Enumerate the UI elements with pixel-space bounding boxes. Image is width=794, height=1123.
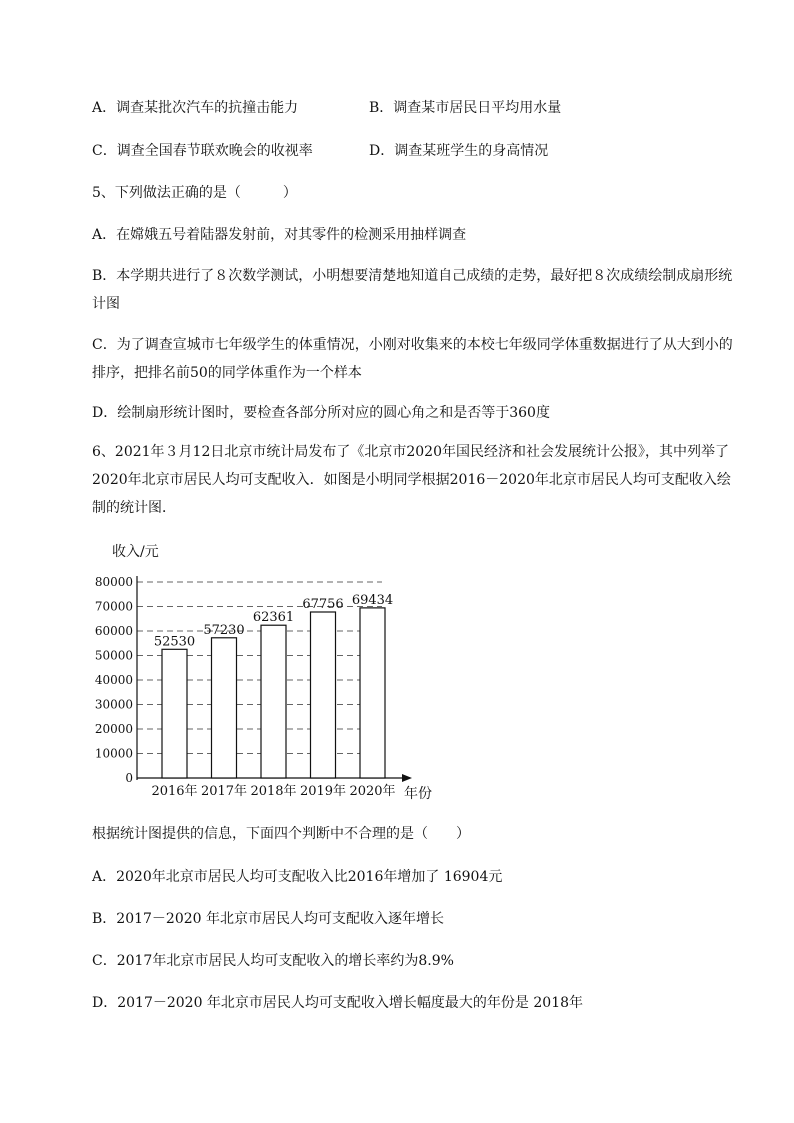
- y-tick-label: 80000: [94, 575, 133, 589]
- q4-option-d: D．调查某班学生的身高情况: [369, 143, 549, 159]
- bar: [360, 608, 385, 778]
- q5-option-d: D．绘制扇形统计图时，要检查各部分所对应的圆心角之和是否等于360度: [92, 405, 550, 421]
- y-tick-label: 50000: [94, 648, 133, 663]
- income-bar-chart: [92, 536, 452, 806]
- data-label: 57230: [203, 622, 245, 638]
- q6-option-c: C．2017年北京市居民人均可支配收入的增长率约为8.9%: [92, 953, 454, 969]
- data-label: 62361: [252, 610, 295, 626]
- q6-question: 根据统计图提供的信息，下面四个判断中不合理的是（ ）: [92, 826, 470, 842]
- y-tick-label: 20000: [94, 722, 133, 736]
- x-tick-label: 2018年: [250, 784, 297, 799]
- data-label: 67756: [302, 596, 344, 612]
- q6-option-d: D．2017－2020 年北京市居民人均可支配收入增长幅度最大的年份是 2018年: [92, 995, 584, 1011]
- data-label: 69434: [351, 592, 394, 608]
- bar: [311, 612, 336, 778]
- x-tick-label: 2017年: [200, 784, 248, 799]
- q4-option-b: B．调查某市居民日平均用水量: [369, 100, 562, 116]
- bar: [261, 625, 286, 778]
- x-tick-label: 2020年: [349, 784, 396, 799]
- y-tick-label: 60000: [94, 624, 133, 638]
- q4-option-a: A．调查某批次汽车的抗撞击能力: [92, 100, 299, 116]
- bar: [212, 638, 237, 778]
- x-axis-arrow: [402, 774, 412, 782]
- data-label: 52530: [153, 634, 196, 650]
- y-tick-label: 40000: [94, 673, 133, 687]
- q6-option-b: B．2017－2020 年北京市居民人均可支配收入逐年增长: [92, 911, 444, 927]
- y-tick-label: 10000: [94, 746, 133, 761]
- q5-option-b: B．本学期共进行了８次数学测试，小明想要清楚地知道自己成绩的走势，最好把８次成绩绘制成扇形统计图: [92, 268, 733, 312]
- y-tick-label: 70000: [94, 599, 133, 614]
- q6-stem: 6、2021年３月12日北京市统计局发布了《北京市2020年国民经济和社会发展统计公报》，其中列举了2020年北京市居民人均可支配收入．如图是小明同学根据2016－2020年北京市居民人均可支配收入绘制的统计图．: [92, 444, 731, 516]
- q5-stem: 5、下列做法正确的是（ ）: [92, 185, 297, 201]
- bar: [162, 649, 187, 778]
- q5-option-c: C．为了调查宣城市七年级学生的体重情况，小刚对收集来的本校七年级同学体重数据进行了从大到小的排序，把排名前50的同学体重作为一个样本: [92, 337, 733, 381]
- x-tick-label: 2016年: [151, 784, 198, 799]
- q6-option-a: A．2020年北京市居民人均可支配收入比2016年增加了 16904元: [92, 869, 503, 885]
- y-tick-label: 0: [125, 771, 133, 785]
- q5-option-a: A．在嫦娥五号着陆器发射前，对其零件的检测采用抽样调查: [92, 227, 467, 243]
- x-tick-label: 2019年: [299, 784, 347, 799]
- y-tick-label: 30000: [94, 697, 133, 712]
- x-axis-label: 年份: [404, 786, 432, 802]
- y-axis-label: 收入/元: [112, 544, 159, 560]
- q4-option-c: C．调查全国春节联欢晚会的收视率: [92, 143, 313, 159]
